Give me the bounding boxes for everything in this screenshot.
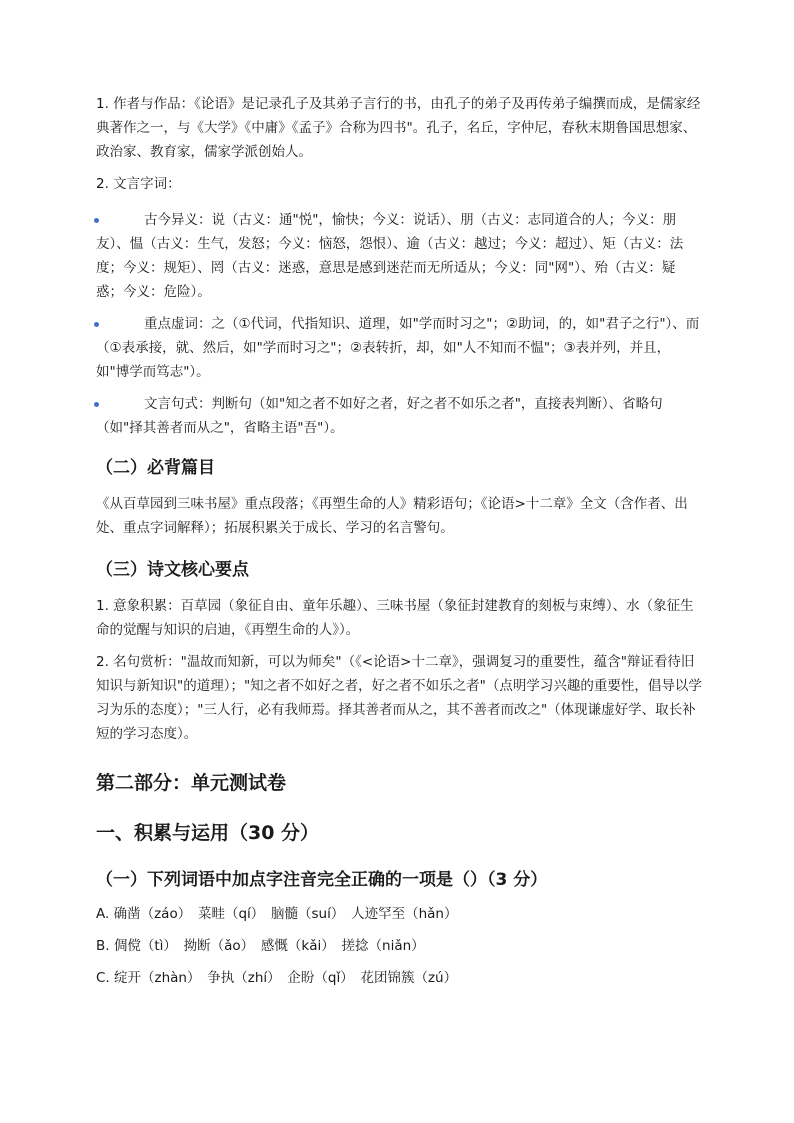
section-title-hexin: （三）诗文核心要点 (96, 560, 249, 580)
bullet-text: 重点虚词：之（①代词，代指知识、道理，如"学而时习之"；②助词，的，如"君子之行"）、而（①表承接，就、然后，如"学而时习之"；②表转折，却，如"人不知而不愠"；③表并列，并且，如"博学而笃志"）。 (96, 316, 700, 380)
part-title: 第二部分：单元测试卷 (96, 772, 287, 794)
question-title: （一）下列词语中加点字注音完全正确的一项是（）（3 分） (96, 870, 548, 890)
wenyan-heading: 2. 文言字词： (96, 176, 181, 192)
section-hexin-paragraph-1: 1. 意象积累：百草园（象征自由、童年乐趣）、三味书屋（象征封建教育的刻板与束缚）、水（象征生命的觉醒与知识的启迪，《再塑生命的人》）。 (96, 598, 694, 638)
bullet-icon (94, 322, 99, 327)
bullet-item-jushi (96, 392, 702, 440)
document-content (96, 92, 702, 998)
bullet-item-xuci (96, 312, 702, 384)
bullet-text: 古今异义：说（古义：通"悦"，愉快；今义：说话）、朋（古义：志同道合的人；今义：朋友）、愠（古义：生气，发怒；今义：恼怒，怨恨）、逾（古义：越过；今义：超过）、矩（古义：法度；今义：规矩）、罔（古义：迷惑，意思是感到迷茫而无所适从；今义：同"网"）、殆（古义：疑惑；今义：危险）。 (96, 212, 684, 300)
part-subtitle: 一、积累与运用（30 分） (96, 822, 320, 844)
section-title-bibei: （二）必背篇目 (96, 458, 215, 478)
bullet-text: 文言句式：判断句（如"知之者不如好之者，好之者不如乐之者"，直接表判断）、省略句（如"择其善者而从之"，省略主语"吾"）。 (96, 396, 663, 436)
author-works-paragraph: 1. 作者与作品：《论语》是记录孔子及其弟子言行的书，由孔子的弟子及再传弟子编撰而成，是儒家经典著作之一，与《大学》《中庸》《孟子》合称为四书"。孔子，名丘，字仲尼，春秋末期鲁国思想家、政治家、教育家，儒家学派创始人。 (96, 96, 701, 160)
option-a: A. 确凿（záo） 菜畦（qí） 脑髓（suí） 人迹罕至（hǎn） (96, 906, 458, 922)
bullet-item-gujin (96, 208, 702, 304)
section-hexin-paragraph-2: 2. 名句赏析："温故而知新，可以为师矣"（《<论语>十二章》，强调复习的重要性，蕴含"辩证看待旧知识与新知识"的道理）；"知之者不如好之者，好之者不如乐之者"（点明学习兴趣的重要性，倡导以学习为乐的态度）；"三人行，必有我师焉。择其善者而从之，其不善者而改之"（体现谦虚好学、取长补短的学习态度）。 (96, 654, 702, 742)
bullet-icon (94, 402, 99, 407)
option-b: B. 倜傥（tì） 拗断（ǎo） 感慨（kǎi） 搓捻（niǎn） (96, 938, 425, 954)
section-bibei-text: 《从百草园到三味书屋》重点段落；《再塑生命的人》精彩语句；《论语>十二章》全文（含作者、出处、重点字词解释）；拓展积累关于成长、学习的名言警句。 (96, 496, 688, 536)
option-c: C. 绽开（zhàn） 争执（zhí） 企盼（qǐ） 花团锦簇（zú） (96, 970, 458, 986)
bullet-icon (94, 218, 99, 223)
